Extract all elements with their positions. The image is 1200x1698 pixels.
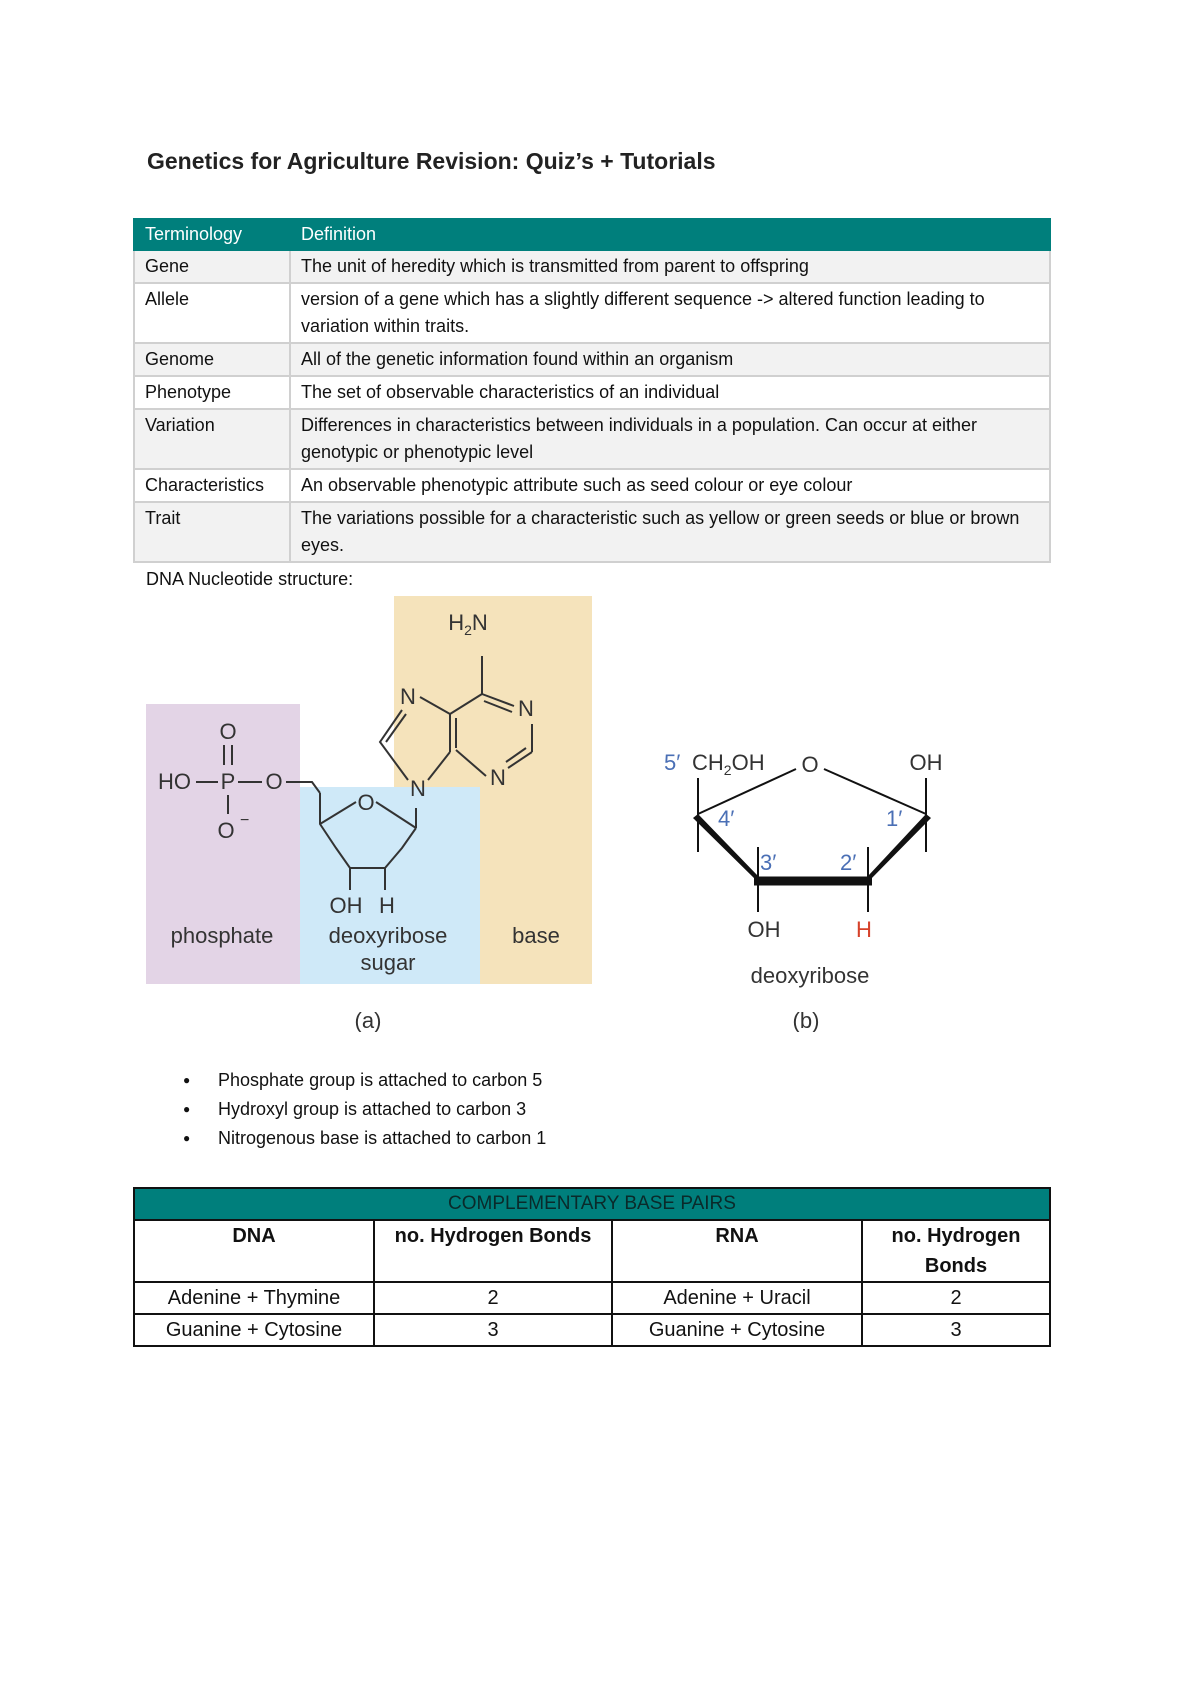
rna-bonds-cell: 3 — [862, 1314, 1050, 1346]
term-cell: Allele — [134, 283, 290, 343]
sugar-h: H — [379, 893, 395, 918]
definition-cell: version of a gene which has a slightly different sequence -> altered function leading to variation within traits. — [290, 283, 1050, 343]
ch2oh-ch: CH — [692, 750, 724, 775]
ring-o-b: O — [801, 752, 819, 777]
list-item: ● Nitrogenous base is attached to carbon 1 — [176, 1124, 546, 1153]
panel-b — [664, 750, 943, 1032]
base-label: base — [512, 923, 560, 948]
term-cell: Gene — [134, 250, 290, 283]
phosphate-o-top: O — [219, 719, 237, 744]
list-item: ● Hydroxyl group is attached to carbon 3 — [176, 1095, 546, 1124]
dna-pair-cell: Adenine + Thymine — [134, 1282, 374, 1314]
header-dna-bonds: no. Hydrogen Bonds — [374, 1220, 612, 1282]
phosphate-o-minus: O — [217, 818, 235, 843]
base-n1: N — [518, 696, 534, 721]
bullet-list — [176, 1066, 546, 1153]
amino-n: N — [471, 610, 488, 635]
table-row — [134, 283, 1050, 343]
term-cell: Characteristics — [134, 469, 290, 502]
definition-cell: The variations possible for a characteristic such as yellow or green seeds or blue or brown eyes. — [290, 502, 1050, 562]
header-dna: DNA — [134, 1220, 374, 1282]
sugar-label-2: sugar — [360, 950, 416, 975]
h-bottom: H — [856, 917, 872, 942]
definition-cell: An observable phenotypic attribute such as seed colour or eye colour — [290, 469, 1050, 502]
definition-cell: Differences in characteristics between individuals in a population. Can occur at either genotypic or phenotypic level — [290, 409, 1050, 469]
sugar-label-1: deoxyribose — [328, 923, 448, 948]
table-row — [134, 409, 1050, 469]
term-cell: Trait — [134, 502, 290, 562]
amino-h: H — [448, 610, 465, 635]
ch2oh-subscript: 2 — [723, 762, 732, 778]
amino-subscript: 2 — [464, 622, 472, 638]
base-pairs-table — [133, 1187, 1051, 1347]
term-cell: Phenotype — [134, 376, 290, 409]
header-rna-bonds: no. Hydrogen Bonds — [862, 1220, 1050, 1282]
header-definition: Definition — [290, 219, 1050, 250]
c4-label: 4′ — [718, 806, 735, 831]
ch2oh-group — [692, 750, 765, 778]
base-n3: N — [490, 765, 506, 790]
panel-b-caption: (b) — [792, 1008, 820, 1032]
panel-a — [146, 596, 592, 1032]
base-region-lower — [480, 787, 592, 984]
page-title: Genetics for Agriculture Revision: Quiz’s + Tutorials — [147, 148, 716, 174]
base-n9: N — [410, 776, 426, 801]
table-row — [134, 502, 1050, 562]
definition-cell: All of the genetic information found within an organism — [290, 343, 1050, 376]
panel-a-caption: (a) — [354, 1008, 382, 1032]
table-row — [134, 250, 1050, 283]
c2-label: 2′ — [840, 850, 857, 875]
rna-pair-cell: Guanine + Cytosine — [612, 1314, 862, 1346]
table-row — [134, 343, 1050, 376]
header-terminology: Terminology — [134, 219, 290, 250]
dna-bonds-cell: 2 — [374, 1282, 612, 1314]
dna-bonds-cell: 3 — [374, 1314, 612, 1346]
terminology-table — [133, 218, 1051, 563]
rna-bonds-cell: 2 — [862, 1282, 1050, 1314]
base-n7: N — [400, 684, 416, 709]
definition-cell: The set of observable characteristics of an individual — [290, 376, 1050, 409]
terminology-header-row — [134, 219, 1050, 250]
nucleotide-figure — [140, 592, 1040, 1032]
oh-top: OH — [909, 750, 943, 775]
header-rna: RNA — [612, 1220, 862, 1282]
c5-label: 5′ — [664, 750, 681, 775]
phosphate-p: P — [220, 769, 236, 794]
phosphate-label: phosphate — [170, 923, 274, 948]
base-pairs-title: COMPLEMENTARY BASE PAIRS — [134, 1188, 1050, 1220]
rna-pair-cell: Adenine + Uracil — [612, 1282, 862, 1314]
definition-cell: The unit of heredity which is transmitted from parent to offspring — [290, 250, 1050, 283]
oh-bottom: OH — [747, 917, 781, 942]
sugar-ring-o: O — [357, 790, 375, 815]
table-row — [134, 1314, 1050, 1346]
table-row — [134, 469, 1050, 502]
ch2oh-oh: OH — [731, 750, 765, 775]
dna-pair-cell: Guanine + Cytosine — [134, 1314, 374, 1346]
table-row — [134, 1282, 1050, 1314]
nucleotide-caption: DNA Nucleotide structure: — [146, 569, 354, 589]
table-row — [134, 376, 1050, 409]
list-item: ● Phosphate group is attached to carbon 5 — [176, 1066, 546, 1095]
c3-label: 3′ — [760, 850, 777, 875]
base-pairs-header-row — [134, 1220, 1050, 1282]
phosphate-ho: HO — [158, 769, 191, 794]
deoxyribose-name: deoxyribose — [750, 963, 870, 988]
phosphate-o-link: O — [265, 769, 283, 794]
c1-label: 1′ — [886, 806, 903, 831]
base-region — [394, 596, 592, 787]
sugar-oh: OH — [329, 893, 363, 918]
minus-sign: − — [240, 812, 250, 829]
base-pairs-title-row — [134, 1188, 1050, 1220]
term-cell: Genome — [134, 343, 290, 376]
term-cell: Variation — [134, 409, 290, 469]
